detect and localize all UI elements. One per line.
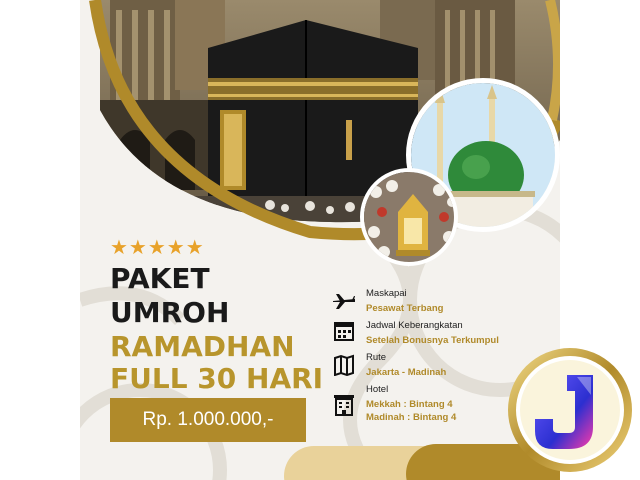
info-hotel [366,383,456,424]
info-value-2: Madinah : Bintang 4 [366,412,457,423]
airplane-icon [332,290,356,312]
rating-stars: ★★★★★ [110,237,205,259]
info-value: Mekkah : Bintang 4 [366,399,453,410]
info-jadwal [366,319,499,347]
umroh-poster [80,0,560,480]
map-icon [332,354,356,376]
info-maskapai [366,287,443,315]
title-line-4: FULL 30 HARI [110,362,324,395]
brand-logo [505,345,635,475]
info-label: Maskapai [366,288,407,299]
info-label: Jadwal Keberangkatan [366,320,463,331]
title-line-1: PAKET [110,262,210,295]
calendar-icon [332,320,356,342]
info-value: Jakarta - Madinah [366,367,447,378]
info-rute [366,351,446,379]
info-value: Setelah Bonusnya Terkumpul [366,335,499,346]
info-label: Hotel [366,384,389,395]
title-line-2: UMROH [110,296,230,329]
info-value: Pesawat Terbang [366,303,444,314]
lantern-crowd-photo [360,168,458,266]
info-label: Rute [366,352,387,363]
price-badge: Rp. 1.000.000,- [110,398,306,442]
hotel-icon [332,394,356,416]
title-line-3: RAMADHAN [110,330,295,363]
